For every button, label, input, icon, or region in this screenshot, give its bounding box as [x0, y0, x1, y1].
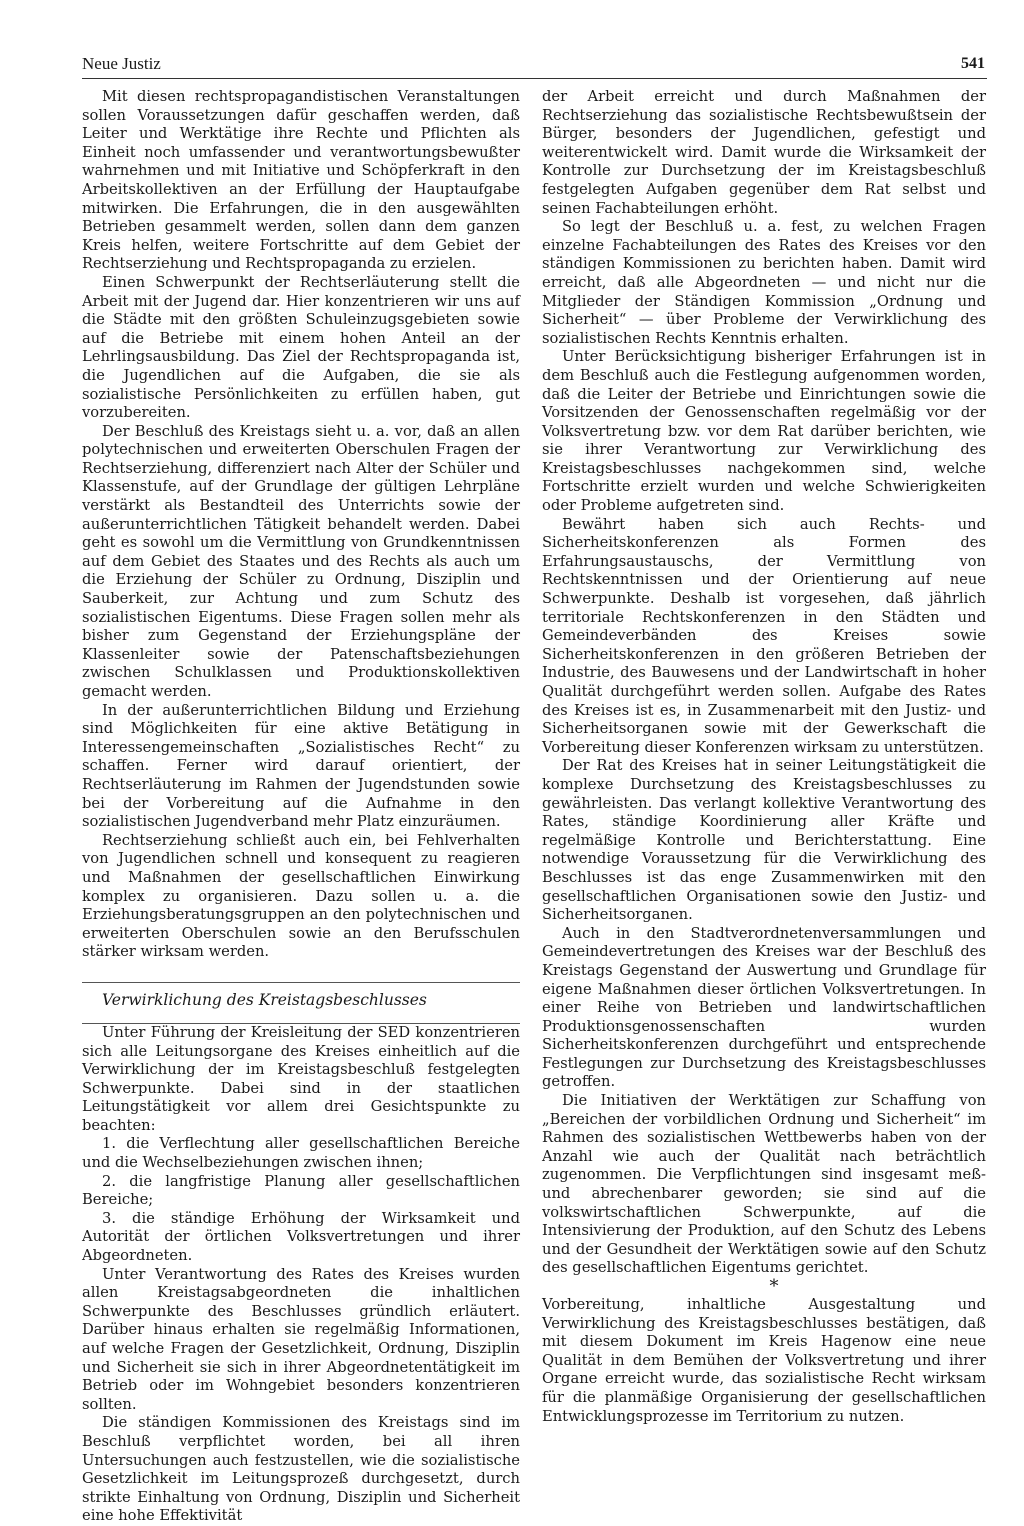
paragraph: Auch in den Stadtverordnetenversammlungen und Gemeindevertretungen des Kreises war der Beschluß des Kreistags Gegenstand der Auswertung und Grundlage für eigene Maßnahmen dieser örtlichen Volksvertretungen. In einer Reihe von Betrieben und landwirtschaftlichen Produktionsgenossenschaften wurden Sicherheitskonferenzen durchgeführt und entsprechende Festlegungen zur Durchsetzung des Kreistagsbeschlusses getroffen.: [542, 924, 986, 1091]
list-item: 2. die langfristige Planung aller gesellschaftlichen Bereiche;: [82, 1172, 520, 1209]
paragraph: Der Beschluß des Kreistags sieht u. a. vor, daß an allen polytechnischen und erweiterten Oberschulen Fragen der Rechtserziehung, differenziert nach Alter der Schüler und Klassenstufe, auf der Grundlage der gültigen Lehrpläne verstärkt als Bestandteil des Unterrichts sowie der außerunterrichtlichen Tätigkeit behandelt werden. Dabei geht es sowohl um die Vermittlung von Grundkenntnissen auf dem Gebiet des Staates und des Rechts als auch um die Erziehung der Schüler zu Ordnung, Disziplin und Sauberkeit, zur Achtung und zum Schutz des sozialistischen Eigentums. Diese Fragen sollen mehr als bisher zum Gegenstand der Erziehungspläne der Klassenleiter sowie der Patenschaftsbeziehungen zwischen Schulklassen und Produktionskollektiven gemacht werden.: [82, 422, 520, 700]
paragraph: Unter Führung der Kreisleitung der SED konzentrieren sich alle Leitungsorgane des Kreises einheitlich auf die Verwirklichung der im Kreistagsbeschluß festgelegten Schwerpunkte. Dabei sind in der staatlichen Leitungstätigkeit vor allem drei Gesichtspunkte zu beachten:: [82, 1023, 520, 1134]
left-column: [82, 88, 520, 1526]
paragraph: Die Initiativen der Werktätigen zur Schaffung von „Bereichen der vorbildlichen Ordnung und Sicherheit“ im Rahmen des sozialistischen Wettbewerbs haben von der Anzahl wie auch der Qualität nach beträchtlich zugenommen. Die Verpflichtungen sind insgesamt meß- und abrechenbarer geworden; sie sind auf die volkswirtschaftlichen Schwerpunkte, auf die Intensivierung der Produktion, auf den Schutz des Lebens und der Gesundheit der Werktätigen sowie auf den Schutz des gesellschaftlichen Eigentums gerichtet.: [542, 1092, 986, 1277]
conclusion-paragraph: Vorbereitung, inhaltliche Ausgestaltung und Verwirklichung des Kreistagsbeschlusses bestätigen, daß mit diesem Dokument im Kreis Hagenow eine neue Qualität in dem Bemühen der Volksvertretung und ihrer Organe erreicht wurde, das sozialistische Recht wirksam für die planmäßige Organisierung der gesellschaftlichen Entwicklungsprozesse im Territorium zu nutzen.: [542, 1296, 986, 1425]
paragraph: In der außerunterrichtlichen Bildung und Erziehung sind Möglichkeiten für eine aktive Betätigung in Interessengemeinschaften „Sozialistisches Recht“ zu schaffen. Ferner wird darauf orientiert, der Rechtserläuterung im Rahmen der Jugendstunden sowie bei der Vorbereitung auf die Aufnahme in den sozialistischen Jugendverband mehr Platz einzuräumen.: [82, 701, 520, 831]
section-title: Verwirklichung des Kreistagsbeschlusses: [82, 989, 520, 1024]
paragraph: der Arbeit erreicht und durch Maßnahmen der Rechtserziehung das sozialistische Rechtsbewußtsein der Bürger, besonders der Jugendlichen, gefestigt und weiterentwickelt wird. Damit wurde die Wirksamkeit der Kontrolle zur Durchsetzung der im Kreistagsbeschluß festgelegten Aufgaben gegenüber dem Rat selbst und seinen Fachabteilungen erhöht.: [542, 88, 986, 217]
section-separator: *: [769, 1276, 779, 1297]
paragraph: Mit diesen rechtspropagandistischen Veranstaltungen sollen Voraussetzungen dafür geschaffen werden, daß Leiter und Werktätige ihre Rechte und Pflichten als Einheit noch umfassender und verantwortungsbewußter wahrnehmen und mit Initiative und Schöpferkraft in den Arbeitskollektiven an der Erfüllung der Hauptaufgabe mitwirken. Die Erfahrungen, die in den ausgewählten Betrieben gesammelt werden, sollen dann dem ganzen Kreis helfen, weitere Fortschritte auf dem Gebiet der Rechtserziehung und Rechtspropaganda zu erzielen.: [82, 88, 520, 273]
list-item: 1. die Verflechtung aller gesellschaftlichen Bereiche und die Wechselbeziehungen zwischen ihnen;: [82, 1135, 520, 1172]
paragraph: So legt der Beschluß u. a. fest, zu welchen Fragen einzelne Fachabteilungen des Rates des Kreises vor den ständigen Kommissionen zu berichten haben. Damit wird erreicht, daß alle Abgeordneten — und nicht nur die Mitglieder der Ständigen Kommission „Ordnung und Sicherheit“ — über Probleme der Verwirklichung des sozialistischen Rechts Kenntnis erhalten.: [542, 218, 986, 347]
journal-title: Neue Justiz: [82, 54, 161, 73]
right-column: [542, 88, 986, 1426]
paragraph: Die ständigen Kommissionen des Kreistags sind im Beschluß verpflichtet worden, bei all ihren Untersuchungen auch festzustellen, wie die sozialistische Gesetzlichkeit im Leitungsprozeß durchgesetzt, durch strikte Einhaltung von Ordnung, Disziplin und Sicherheit eine hohe Effektivität: [82, 1414, 520, 1525]
section-heading-block: [82, 982, 520, 1024]
page-header: [82, 54, 987, 79]
paragraph: Unter Berücksichtigung bisheriger Erfahrungen ist in dem Beschluß auch die Festlegung aufgenommen worden, daß die Leiter der Betriebe und Einrichtungen sowie die Vorsitzenden der Genossenschaften regelmäßig vor der Volksvertretung bzw. vor dem Rat darüber berichten, wie sie ihrer Verantwortung zur Verwirklichung des Kreistagsbeschlusses nachgekommen sind, welche Fortschritte erzielt wurden und welche Schwierigkeiten oder Probleme aufgetreten sind.: [542, 348, 986, 515]
paragraph: Bewährt haben sich auch Rechts- und Sicherheitskonferenzen als Formen des Erfahrungsaustauschs, der Vermittlung von Rechtskenntnissen und der Orientierung auf neue Schwerpunkte. Deshalb ist vorgesehen, daß jährlich territoriale Rechtskonferenzen in den Städten und Gemeindeverbänden des Kreises sowie Sicherheitskonferenzen in den größeren Betrieben der Industrie, des Bauwesens und der Landwirtschaft in hoher Qualität durchgeführt werden sollen. Aufgabe des Rates des Kreises ist es, in Zusammenarbeit mit den Justiz- und Sicherheitsorganen sowie mit der Gewerkschaft die Vorbereitung dieser Konferenzen wirksam zu unterstützen.: [542, 515, 986, 756]
paragraph: Einen Schwerpunkt der Rechtserläuterung stellt die Arbeit mit der Jugend dar. Hier konzentrieren wir uns auf die Städte mit den größten Schuleinzugsgebieten sowie auf die Betriebe mit einem hohen Anteil an der Lehrlingsausbildung. Das Ziel der Rechtspropaganda ist, die Jugendlichen auf die Aufgaben, die sie als sozialistische Persönlichkeiten zu erfüllen haben, gut vorzubereiten.: [82, 273, 520, 422]
paragraph: Rechtserziehung schließt auch ein, bei Fehlverhalten von Jugendlichen schnell und konsequent zu reagieren und Maßnahmen der gesellschaftlichen Einwirkung komplex zu organisieren. Dazu sollen u. a. die Erziehungsberatungsgruppen an den polytechnischen und erweiterten Oberschulen sowie an den Berufsschulen stärker wirksam werden.: [82, 831, 520, 961]
page-number: 541: [961, 55, 985, 72]
list-item: 3. die ständige Erhöhung der Wirksamkeit und Autorität der örtlichen Volksvertretungen und ihrer Abgeordneten.: [82, 1209, 520, 1265]
paragraph: Der Rat des Kreises hat in seiner Leitungstätigkeit die komplexe Durchsetzung des Kreistagsbeschlusses zu gewährleisten. Das verlangt kollektive Verantwortung des Rates, ständige Koordinierung aller Kräfte und regelmäßige Kontrolle und Berichterstattung. Eine notwendige Voraussetzung für die Verwirklichung des Beschlusses ist das enge Zusammenwirken mit den gesellschaftlichen Organisationen sowie den Justiz- und Sicherheitsorganen.: [542, 757, 986, 924]
paragraph: Unter Verantwortung des Rates des Kreises wurden allen Kreistagsabgeordneten die inhaltlichen Schwerpunkte des Beschlusses gründlich erläutert. Darüber hinaus erhalten sie regelmäßig Informationen, auf welche Fragen der Gesetzlichkeit, Ordnung, Disziplin und Sicherheit sie sich in ihrer Abgeordnetentätigkeit im Betrieb oder im Wohngebiet besonders konzentrieren sollten.: [82, 1265, 520, 1413]
